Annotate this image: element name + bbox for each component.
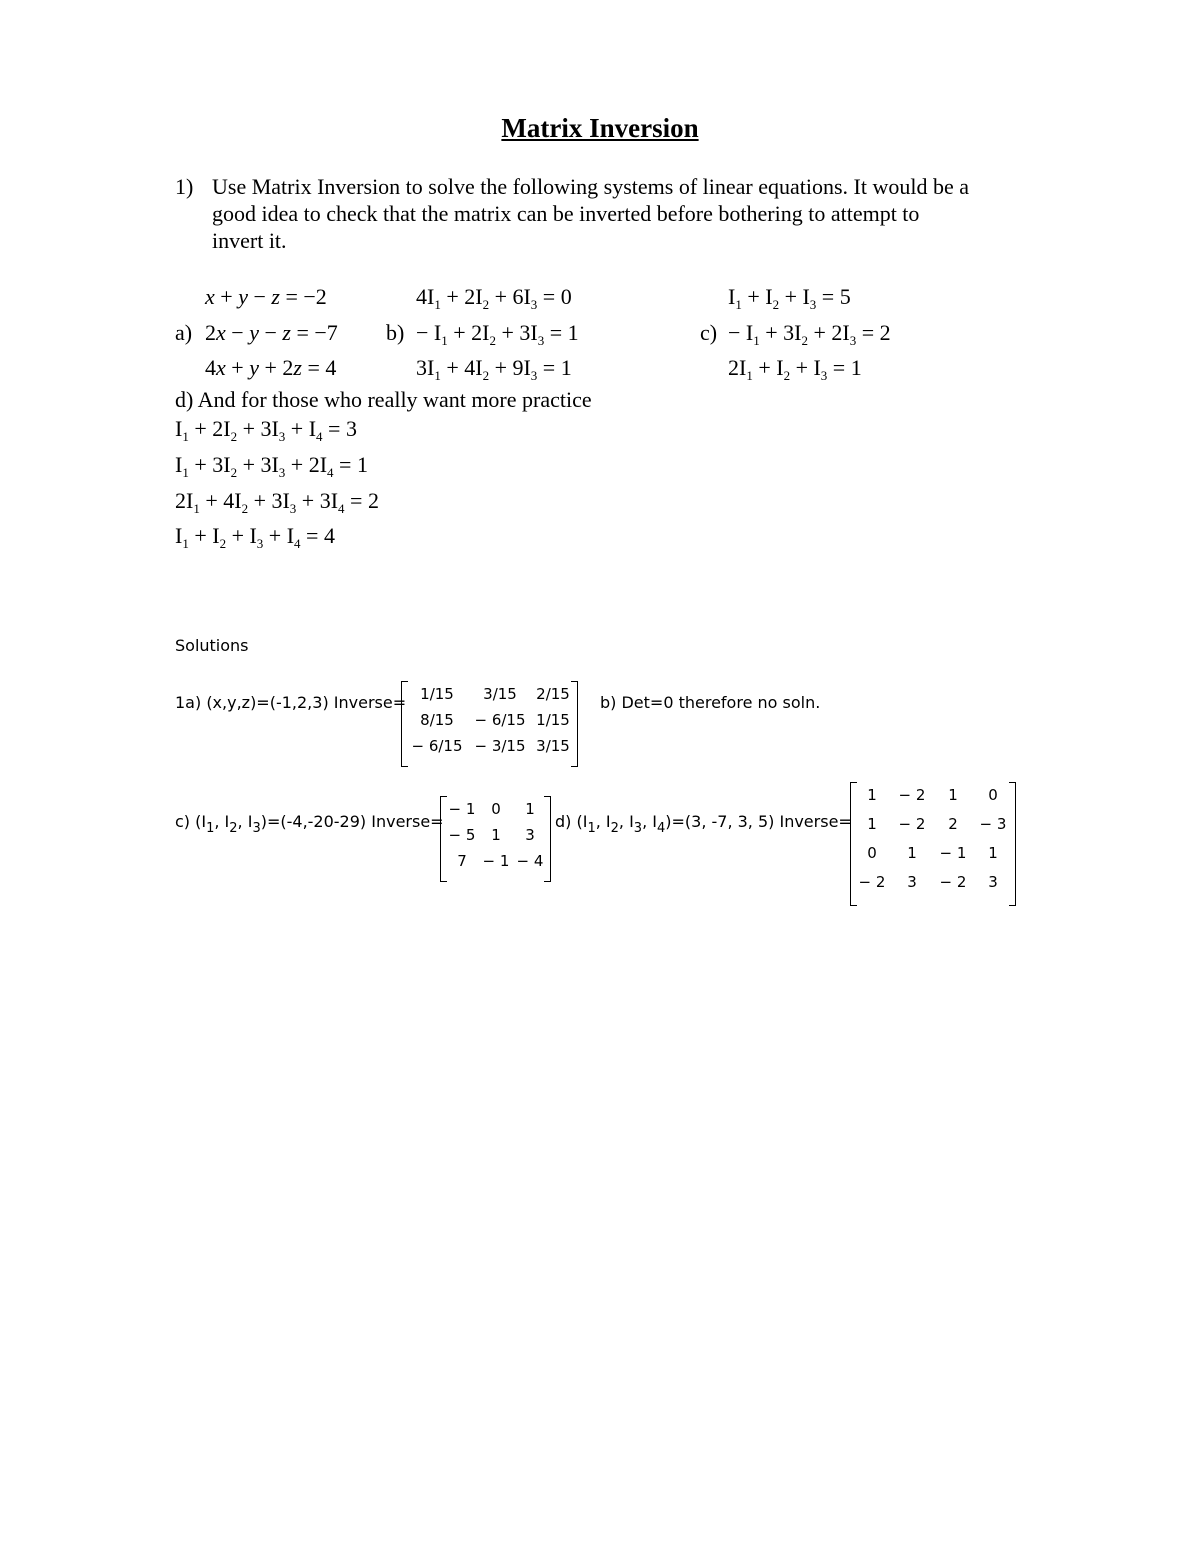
matrix-cell: 1 — [491, 826, 501, 844]
solution-a-text: 1a) (x,y,z)=(-1,2,3) Inverse= — [175, 693, 407, 712]
matrix-cell: 7 — [457, 852, 467, 870]
matrix-cell: − 4 — [516, 852, 544, 870]
matrix-cell: − 5 — [448, 826, 476, 844]
solution-d-suffix: )=(3, -7, 3, 5) Inverse= — [665, 812, 852, 831]
system-c-row-1: $I_1 + I_2 + I_3 = 5$ — [728, 284, 851, 312]
matrix-cell: − 1 — [448, 800, 476, 818]
matrix-cell: 3 — [988, 873, 998, 891]
solution-b-text: b) Det=0 therefore no soln. — [600, 693, 821, 712]
matrix-cell: − 6/15 — [474, 711, 526, 729]
system-b-row-2: − $I_1 + 2I_2 + 3I_3 = 1$ — [416, 320, 579, 348]
matrix-cell: 0 — [867, 844, 877, 862]
solutions-heading: Solutions — [175, 636, 249, 655]
question-number: 1) — [175, 174, 194, 199]
solution-c-suffix: )=(-4,-20-29) Inverse= — [260, 812, 444, 831]
matrix-cell: 1 — [867, 786, 877, 804]
solution-c-prefix: c) (I — [175, 812, 207, 831]
matrix-cell: 1 — [907, 844, 917, 862]
matrix-cell: 1/15 — [420, 685, 454, 703]
question-line-3: invert it. — [212, 228, 287, 253]
matrix-cell: 3 — [907, 873, 917, 891]
page-title: Matrix Inversion — [501, 113, 699, 143]
matrix-cell: 1/15 — [536, 711, 570, 729]
system-a-row-2: 2x − y − z = −7 — [205, 320, 338, 345]
system-b-row-3: $3I_1 + 4I_2 + 9I_3 = 1$ — [416, 355, 572, 383]
question-line-2: good idea to check that the matrix can be inverted before bothering to attempt to — [212, 201, 920, 226]
system-a-row-1: x + y − z = −2 — [205, 284, 327, 309]
solution-c-text: c) ($I_1$, $I_2$, $I_3)=(-4,-20-29)$ Inverse= — [175, 812, 444, 836]
matrix-cell: − 3/15 — [474, 737, 526, 755]
system-d-row-4: $I_1 + I_2 + I_3 + I_4 = 4$ — [175, 523, 335, 551]
matrix-cell: 8/15 — [420, 711, 454, 729]
question-line-1: Use Matrix Inversion to solve the following systems of linear equations. It would be a — [212, 174, 970, 199]
system-d-row-2: $I_1 + 3I_2 + 3I_3 + 2I_4 = 1$ — [175, 452, 368, 480]
system-a-row-3: 4x + y + 2z = 4 — [205, 355, 337, 380]
solution-d-text: d) ($I_1$, $I_2$, $I_3$, $I_4)=(3$, -7, 3, 5) Inverse= — [555, 812, 852, 836]
matrix-cell: − 2 — [898, 815, 926, 833]
system-c-label: c) — [700, 320, 718, 345]
matrix-cell: 1 — [867, 815, 877, 833]
matrix-cell: − 1 — [939, 844, 967, 862]
matrix-cell: 1 — [948, 786, 958, 804]
matrix-cell: − 3 — [979, 815, 1007, 833]
matrix-cell: 3 — [525, 826, 535, 844]
matrix-cell: − 6/15 — [411, 737, 463, 755]
matrix-cell: 3/15 — [536, 737, 570, 755]
system-b-row-1: $4I_1 + 2I_2 + 6I_3 = 0$ — [416, 284, 572, 312]
matrix-cell: 0 — [491, 800, 501, 818]
solution-d-prefix: d) (I — [555, 812, 588, 831]
matrix-cell: − 2 — [939, 873, 967, 891]
system-b-label: b) — [386, 320, 405, 345]
matrix-cell: 1 — [525, 800, 535, 818]
matrix-cell: − 2 — [898, 786, 926, 804]
system-c-row-2: − $I_1 + 3I_2 + 2I_3 = 2$ — [728, 320, 891, 348]
system-a-label: a) — [175, 320, 193, 345]
matrix-cell: 1 — [988, 844, 998, 862]
matrix-cell: 2/15 — [536, 685, 570, 703]
system-c-row-3: $2I_1 + I_2 + I_3 = 1$ — [728, 355, 862, 383]
matrix-cell: 3/15 — [483, 685, 517, 703]
system-d-row-3: $2I_1 + 4I_2 + 3I_3 + 3I_4 = 2$ — [175, 488, 379, 516]
system-d-intro: d) And for those who really want more practice — [175, 387, 592, 412]
matrix-cell: − 1 — [482, 852, 510, 870]
matrix-cell: − 2 — [858, 873, 886, 891]
system-d-row-1: $I_1 + 2I_2 + 3I_3 + I_4 = 3$ — [175, 416, 357, 444]
matrix-cell: 2 — [948, 815, 958, 833]
matrix-cell: 0 — [988, 786, 998, 804]
